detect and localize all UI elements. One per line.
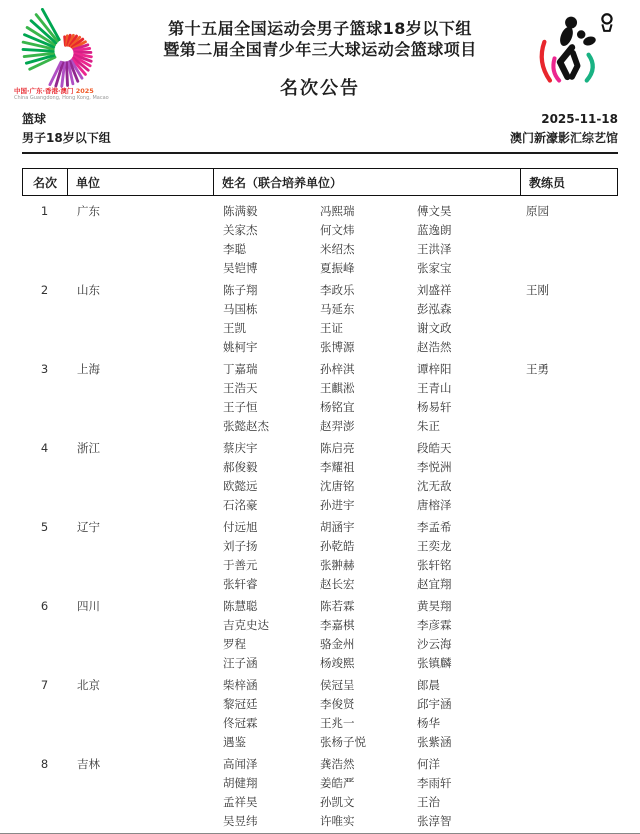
page-title: 名次公告 — [280, 78, 360, 99]
name-line — [223, 496, 520, 515]
athlete-name: 张博源 — [320, 340, 355, 354]
date-label: 2025-11-18 — [541, 112, 618, 126]
title-line-2: 暨第二届全国青少年三大球运动会篮球项目 — [163, 40, 477, 59]
athlete-name: 赵浩然 — [417, 340, 452, 354]
athlete-name: 李孟希 — [417, 520, 452, 534]
name-line — [223, 774, 520, 793]
athlete-name: 米绍杰 — [320, 242, 355, 256]
name-line — [223, 379, 520, 398]
coach-cell — [520, 439, 618, 515]
names-cell — [213, 518, 520, 594]
athlete-name: 李雨轩 — [417, 776, 452, 790]
rank-cell: 2 — [40, 283, 49, 297]
athlete-name: 赵羿澎 — [320, 419, 355, 433]
athlete-name: 王兆一 — [320, 716, 355, 730]
athlete-name: 段皓天 — [417, 441, 452, 455]
athlete-name: 陈子翔 — [223, 283, 258, 297]
table-row — [22, 676, 618, 752]
name-line — [223, 360, 520, 379]
names-cell — [213, 202, 520, 278]
athlete-name: 夏振峰 — [320, 261, 355, 275]
table-row — [22, 439, 618, 515]
rank-cell: 7 — [40, 678, 49, 692]
athlete-name: 吉克史达 — [223, 618, 269, 632]
athlete-name: 吴昱纬 — [223, 814, 258, 828]
unit-cell: 北京 — [77, 678, 100, 692]
coach-cell: 原园 — [526, 204, 549, 218]
unit-cell: 广东 — [77, 204, 100, 218]
games-emblem — [14, 8, 134, 118]
name-line — [223, 714, 520, 733]
athlete-name: 彭泓森 — [417, 302, 452, 316]
rank-cell: 5 — [40, 520, 49, 534]
athlete-name: 张轩铭 — [417, 558, 452, 572]
table-row — [22, 281, 618, 357]
venue-label: 澳门新濠影汇综艺馆 — [509, 131, 618, 145]
table-row — [22, 360, 618, 436]
name-line — [223, 477, 520, 496]
athlete-name: 黄昊翔 — [417, 599, 452, 613]
athlete-name: 付远旭 — [223, 520, 258, 534]
name-line — [223, 319, 520, 338]
name-line — [223, 281, 520, 300]
athlete-name: 王浩天 — [223, 381, 258, 395]
athlete-name: 谢文政 — [417, 321, 452, 335]
athlete-name: 王子恒 — [223, 400, 258, 414]
unit-cell: 山东 — [77, 283, 100, 297]
athlete-name: 关家杰 — [223, 223, 258, 237]
table-row — [22, 518, 618, 594]
athlete-name: 李俊贤 — [320, 697, 355, 711]
games-emblem-icon — [14, 8, 118, 96]
name-line — [223, 537, 520, 556]
header-divider — [22, 152, 618, 154]
athlete-name: 许唯实 — [320, 814, 355, 828]
athlete-name: 高闻泽 — [223, 757, 258, 771]
basketball-pictogram — [520, 10, 624, 94]
coach-cell — [520, 755, 618, 831]
results-table — [22, 168, 618, 831]
sport-label: 篮球 — [22, 112, 47, 126]
rank-cell: 3 — [40, 362, 49, 376]
athlete-name: 孙乾皓 — [320, 539, 355, 553]
athlete-name: 石洺豪 — [223, 498, 258, 512]
name-line — [223, 635, 520, 654]
coach-cell — [520, 676, 618, 752]
athlete-name: 李嘉棋 — [320, 618, 355, 632]
rank-cell: 8 — [40, 757, 49, 771]
athlete-name: 唐榕泽 — [417, 498, 452, 512]
athlete-name: 张镇麟 — [417, 656, 452, 670]
name-line — [223, 518, 520, 537]
coach-cell — [520, 518, 618, 594]
athlete-name: 沈唐铭 — [320, 479, 355, 493]
athlete-name: 王青山 — [417, 381, 452, 395]
rank-cell: 1 — [40, 204, 49, 218]
name-line — [223, 439, 520, 458]
athlete-name: 张翀赫 — [320, 558, 355, 572]
table-row — [22, 755, 618, 831]
athlete-name: 胡涵宇 — [320, 520, 355, 534]
athlete-name: 何文炜 — [320, 223, 355, 237]
athlete-name: 郝俊毅 — [223, 460, 258, 474]
athlete-name: 陈慧聪 — [223, 599, 258, 613]
unit-cell: 上海 — [77, 362, 100, 376]
emblem-caption-cn: 中国·广东·香港·澳门 — [14, 87, 74, 95]
athlete-name: 张轩睿 — [223, 577, 258, 591]
athlete-name: 傅文昊 — [417, 204, 452, 218]
col-header-coach: 教练员 — [529, 175, 566, 190]
athlete-name: 刘子扬 — [223, 539, 258, 553]
athlete-name: 张杨子悦 — [320, 735, 366, 749]
athlete-name: 王麒淞 — [320, 381, 355, 395]
athlete-name: 谭梓阳 — [417, 362, 452, 376]
athlete-name: 胡健翔 — [223, 776, 258, 790]
name-line — [223, 556, 520, 575]
athlete-name: 王证 — [320, 321, 343, 335]
athlete-name: 刘盛祥 — [417, 283, 452, 297]
athlete-name: 李耀祖 — [320, 460, 355, 474]
athlete-name: 赵长宏 — [320, 577, 355, 591]
coach-cell: 王勇 — [526, 362, 549, 376]
athlete-name: 张紫涵 — [417, 735, 452, 749]
unit-cell: 吉林 — [77, 757, 100, 771]
athlete-name: 杨易轩 — [417, 400, 452, 414]
athlete-name: 李聪 — [223, 242, 246, 256]
athlete-name: 汪子涵 — [223, 656, 258, 670]
athlete-name: 沈无敌 — [417, 479, 452, 493]
coach-cell — [520, 597, 618, 673]
athlete-name: 姜皓严 — [320, 776, 355, 790]
col-header-rank: 名次 — [23, 169, 68, 195]
name-line — [223, 616, 520, 635]
athlete-name: 王洪泽 — [417, 242, 452, 256]
emblem-caption-en: China Guangdong, Hong Kong, Macao — [14, 95, 109, 101]
athlete-name: 蓝逸朗 — [417, 223, 452, 237]
table-body — [22, 196, 618, 831]
name-line — [223, 202, 520, 221]
name-line — [223, 240, 520, 259]
name-line — [223, 654, 520, 673]
unit-cell: 浙江 — [77, 441, 100, 455]
athlete-name: 陈满毅 — [223, 204, 258, 218]
coach-cell: 王刚 — [526, 283, 549, 297]
table-row — [22, 597, 618, 673]
athlete-name: 遇鉴 — [223, 735, 246, 749]
athlete-name: 赵宜翔 — [417, 577, 452, 591]
athlete-name: 杨竣熙 — [320, 656, 355, 670]
athlete-name: 杨铭宜 — [320, 400, 355, 414]
unit-cell: 辽宁 — [77, 520, 100, 534]
name-line — [223, 676, 520, 695]
athlete-name: 龚浩然 — [320, 757, 355, 771]
athlete-name: 吴铠博 — [223, 261, 258, 275]
page-header — [0, 0, 640, 101]
athlete-name: 王治 — [417, 795, 440, 809]
name-line — [223, 755, 520, 774]
name-line — [223, 221, 520, 240]
names-cell — [213, 755, 520, 831]
table-header-row — [22, 168, 618, 196]
athlete-name: 佟冠霖 — [223, 716, 258, 730]
rank-cell: 6 — [40, 599, 49, 613]
name-line — [223, 458, 520, 477]
athlete-name: 冯熙瑞 — [320, 204, 355, 218]
athlete-name: 马延东 — [320, 302, 355, 316]
athlete-name: 柴梓涵 — [223, 678, 258, 692]
rank-cell: 4 — [40, 441, 49, 455]
emblem-caption-year: 2025 — [75, 87, 94, 95]
names-cell — [213, 439, 520, 515]
athlete-name: 张家宝 — [417, 261, 452, 275]
names-cell — [213, 597, 520, 673]
athlete-name: 骆金州 — [320, 637, 355, 651]
title-line-1: 第十五届全国运动会男子篮球18岁以下组 — [168, 19, 472, 38]
col-header-unit: 单位 — [68, 169, 214, 195]
athlete-name: 马国栋 — [223, 302, 258, 316]
athlete-name: 陈若霖 — [320, 599, 355, 613]
name-line — [223, 597, 520, 616]
emblem-caption — [14, 88, 134, 95]
name-line — [223, 695, 520, 714]
athlete-name: 于善元 — [223, 558, 258, 572]
athlete-name: 李彦霖 — [417, 618, 452, 632]
name-line — [223, 259, 520, 278]
athlete-name: 孟祥昊 — [223, 795, 258, 809]
athlete-name: 李悦洲 — [417, 460, 452, 474]
athlete-name: 黎冠廷 — [223, 697, 258, 711]
athlete-name: 罗程 — [223, 637, 246, 651]
athlete-name: 杨华 — [417, 716, 440, 730]
athlete-name: 朱正 — [417, 419, 440, 433]
athlete-name: 孙凯文 — [320, 795, 355, 809]
col-header-names: 姓名（联合培养单位） — [214, 169, 521, 195]
athlete-name: 丁嘉瑞 — [223, 362, 258, 376]
names-cell — [213, 676, 520, 752]
athlete-name: 张懿赵杰 — [223, 419, 269, 433]
name-line — [223, 575, 520, 594]
meta-row-2 — [22, 129, 618, 148]
athlete-name: 蔡庆宇 — [223, 441, 258, 455]
athlete-name: 何洋 — [417, 757, 440, 771]
names-cell — [213, 360, 520, 436]
names-cell — [213, 281, 520, 357]
athlete-name: 王奕龙 — [417, 539, 452, 553]
name-line — [223, 398, 520, 417]
name-line — [223, 338, 520, 357]
basketball-pictogram-icon — [526, 10, 618, 94]
name-line — [223, 733, 520, 752]
athlete-name: 沙云海 — [417, 637, 452, 651]
athlete-name: 姚柯宇 — [223, 340, 258, 354]
unit-cell: 四川 — [77, 599, 100, 613]
athlete-name: 郎晨 — [417, 678, 440, 692]
name-line — [223, 300, 520, 319]
athlete-name: 孙梓淇 — [320, 362, 355, 376]
athlete-name: 孙进宇 — [320, 498, 355, 512]
name-line — [223, 793, 520, 812]
table-row — [22, 202, 618, 278]
athlete-name: 李政乐 — [320, 283, 355, 297]
athlete-name: 张淳智 — [417, 814, 452, 828]
athlete-name: 侯冠呈 — [320, 678, 355, 692]
athlete-name: 欧懿远 — [223, 479, 258, 493]
athlete-name: 陈启亮 — [320, 441, 355, 455]
athlete-name: 王凯 — [223, 321, 246, 335]
group-label: 男子18岁以下组 — [22, 131, 111, 145]
name-line — [223, 417, 520, 436]
athlete-name: 邱宇涵 — [417, 697, 452, 711]
name-line — [223, 812, 520, 831]
